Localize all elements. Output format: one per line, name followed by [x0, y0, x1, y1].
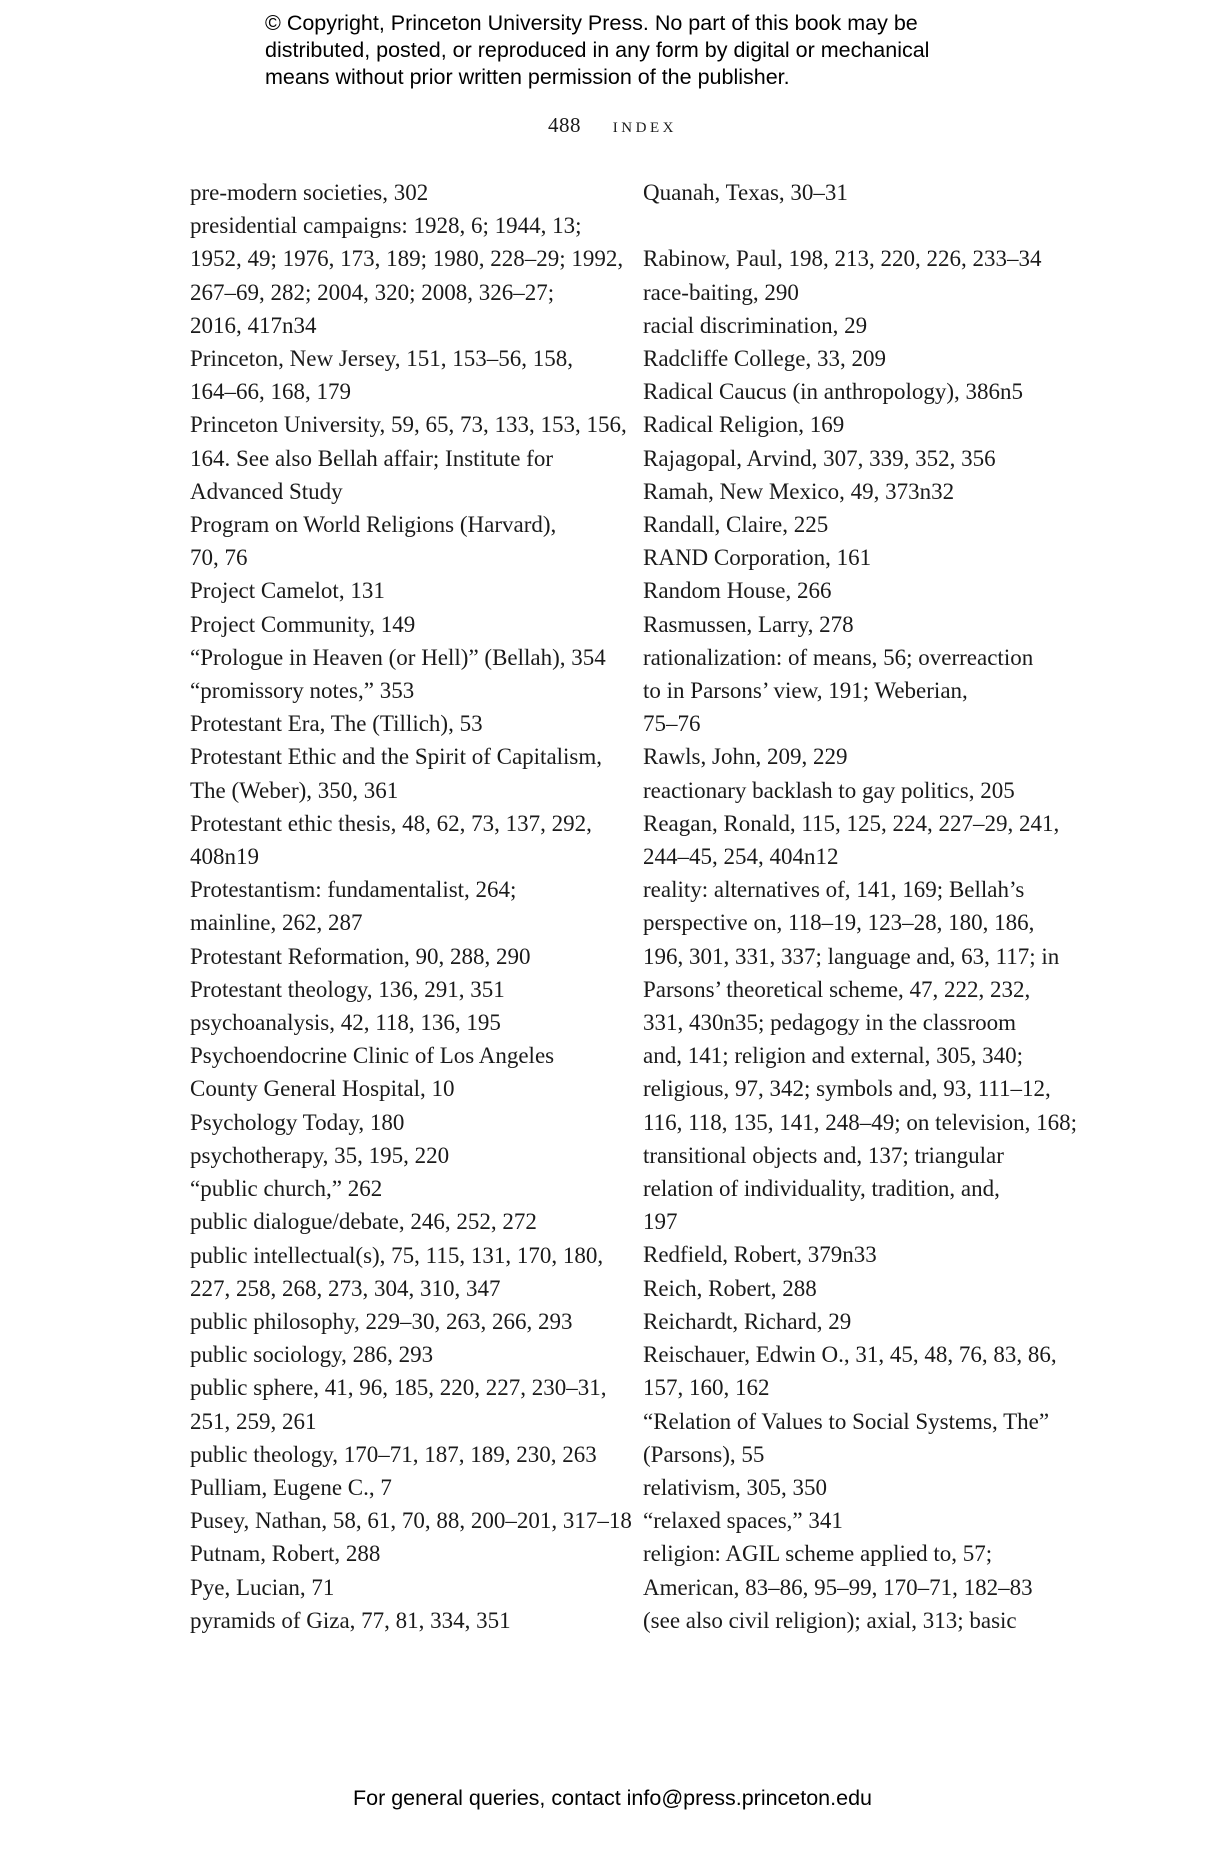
running-head: [0, 113, 1225, 138]
copyright-line: distributed, posted, or reproduced in any form by digital or mechanical: [265, 38, 930, 62]
index-entry: [190, 1106, 610, 1139]
index-entry-line: “relaxed spaces,” 341: [643, 1508, 843, 1534]
index-entry-line: 196, 301, 331, 337; language and, 63, 117; in: [643, 943, 1060, 969]
index-entry: [190, 940, 610, 973]
index-entry-line: relation of individuality, tradition, and,: [643, 1176, 1000, 1202]
index-entry-line: Radical Religion, 169: [643, 412, 845, 438]
index-entry: [190, 408, 627, 508]
index-entry-line: Rabinow, Paul, 198, 213, 220, 226, 233–34: [643, 246, 1042, 272]
index-entry: [190, 1537, 610, 1570]
index-entry-line: reactionary backlash to gay politics, 205: [643, 777, 1015, 803]
index-entry: [643, 1238, 1073, 1271]
index-entry-line: public intellectual(s), 75, 115, 131, 170, 180,: [190, 1242, 604, 1268]
index-entry-line: Princeton University, 59, 65, 73, 133, 153, 156,: [190, 412, 627, 438]
index-entry-line: Quanah, Texas, 30–31: [643, 180, 848, 205]
index-entry-line: relativism, 305, 350: [643, 1474, 827, 1500]
index-entry: [190, 1305, 610, 1338]
index-entry: [190, 176, 610, 209]
section-title: index: [612, 113, 677, 137]
index-entry: [190, 1039, 610, 1105]
index-entry-line: pre-modern societies, 302: [190, 180, 429, 205]
index-entry-line: (see also civil religion); axial, 313; basic: [643, 1607, 1017, 1633]
index-entry-line: 70, 76: [190, 545, 248, 571]
index-entry-line: public sociology, 286, 293: [190, 1342, 434, 1368]
index-entry-line: 157, 160, 162: [643, 1375, 770, 1401]
index-entry: [643, 541, 1073, 574]
index-entry: [190, 1438, 610, 1471]
index-entry-line: psychotherapy, 35, 195, 220: [190, 1142, 450, 1168]
index-column-left: [190, 176, 632, 1637]
index-entry-line: Radical Caucus (in anthropology), 386n5: [643, 379, 1024, 405]
index-entry: [643, 740, 1073, 773]
index-entry-line: 164–66, 168, 179: [190, 379, 351, 405]
index-entry-line: perspective on, 118–19, 123–28, 180, 186,: [643, 910, 1035, 936]
index-entry: [643, 1272, 1073, 1305]
index-entry: [190, 574, 610, 607]
copyright-line: means without prior written permission of the publisher.: [265, 65, 790, 89]
index-entry: [190, 1338, 610, 1371]
index-entry: [190, 342, 610, 408]
index-entry-line: Rawls, John, 209, 229: [643, 744, 848, 770]
index-entry: [190, 1371, 610, 1437]
index-entry-line: Reagan, Ronald, 115, 125, 224, 227–29, 241,: [643, 810, 1060, 836]
index-entry: [643, 1537, 1073, 1637]
index-entry-line: religion: AGIL scheme applied to, 57;: [643, 1541, 993, 1567]
index-entry: [190, 1139, 610, 1172]
index-entry-line: 164. See also Bellah affair; Institute for: [190, 445, 554, 471]
index-entry: [643, 1338, 1073, 1404]
index-entry-line: Random House, 266: [643, 578, 832, 604]
index-entry-line: mainline, 262, 287: [190, 910, 363, 936]
index-entry: [190, 674, 610, 707]
index-entry-line: 244–45, 254, 404n12: [643, 844, 839, 870]
index-entry-line: rationalization: of means, 56; overreaction: [643, 644, 1034, 670]
index-entry: [190, 1571, 610, 1604]
index-entry-line: 2016, 417n34: [190, 312, 317, 338]
index-entry: [643, 608, 1073, 641]
index-entry-line: Project Camelot, 131: [190, 578, 385, 604]
index-entry: [190, 740, 610, 806]
index-entry-line: Psychology Today, 180: [190, 1109, 405, 1135]
index-entry-line: Radcliffe College, 33, 209: [643, 346, 886, 371]
index-entry: [190, 973, 610, 1006]
index-entry-line: and, 141; religion and external, 305, 340;: [643, 1043, 1024, 1069]
index-entry: [643, 442, 1073, 475]
index-entry-line: 116, 118, 135, 141, 248–49; on television, 168;: [643, 1109, 1078, 1135]
index-entry-line: Rasmussen, Larry, 278: [643, 611, 854, 637]
index-entry-line: Program on World Religions (Harvard),: [190, 512, 557, 538]
index-entry-line: 408n19: [190, 844, 259, 870]
index-entry-line: Reischauer, Edwin O., 31, 45, 48, 76, 83, 86,: [643, 1342, 1057, 1368]
index-entry: [643, 508, 1073, 541]
index-entry-line: “Prologue in Heaven (or Hell)” (Bellah), 354: [190, 644, 606, 670]
index-entry-line: Redfield, Robert, 379n33: [643, 1242, 877, 1268]
index-entry-line: Pulliam, Eugene C., 7: [190, 1474, 392, 1500]
page-number: 488: [548, 113, 582, 137]
index-entry-line: 197: [643, 1209, 678, 1235]
index-entry-line: 227, 258, 268, 273, 304, 310, 347: [190, 1275, 501, 1301]
index-entry: [190, 508, 610, 574]
copyright-notice: [265, 10, 1025, 91]
footer-contact: For general queries, contact info@press.princeton.edu: [352, 1786, 872, 1810]
index-entry: [190, 807, 610, 873]
index-entry-line: Ramah, New Mexico, 49, 373n32: [643, 478, 955, 504]
index-entry-line: reality: alternatives of, 141, 169; Bellah’s: [643, 877, 1025, 903]
index-entry: [643, 176, 1073, 209]
index-entry-line: Randall, Claire, 225: [643, 512, 829, 538]
index-entry: [643, 574, 1073, 607]
index-entry-line: psychoanalysis, 42, 118, 136, 195: [190, 1010, 501, 1036]
index-entry: [643, 276, 1073, 309]
index-entry-line: pyramids of Giza, 77, 81, 334, 351: [190, 1607, 511, 1633]
index-entry-line: Princeton, New Jersey, 151, 153–56, 158,: [190, 346, 574, 372]
index-entry: [190, 209, 624, 342]
index-entry: [190, 1006, 610, 1039]
index-entry: [643, 1305, 1073, 1338]
index-entry-line: public philosophy, 229–30, 263, 266, 293: [190, 1308, 573, 1334]
index-entry-line: public dialogue/debate, 246, 252, 272: [190, 1209, 537, 1235]
index-entry-line: to in Parsons’ view, 191; Weberian,: [643, 678, 968, 704]
index-entry-line: Parsons’ theoretical scheme, 47, 222, 232,: [643, 976, 1031, 1002]
index-entry-line: “public church,” 262: [190, 1176, 383, 1202]
index-entry-line: Putnam, Robert, 288: [190, 1541, 381, 1567]
index-entry-line: “promissory notes,” 353: [190, 678, 415, 704]
index-entry: [643, 375, 1073, 408]
index-entry-line: race-baiting, 290: [643, 279, 799, 305]
index-entry-line: Protestant Reformation, 90, 288, 290: [190, 943, 531, 969]
index-entry-line: Pye, Lucian, 71: [190, 1574, 335, 1600]
index-entry: [643, 1405, 1073, 1471]
index-entry: [643, 774, 1073, 807]
index-entry: [643, 408, 1073, 441]
index-entry-line: Advanced Study: [190, 478, 343, 504]
index-entry: [190, 1172, 610, 1205]
index-entry: [643, 873, 1078, 1238]
index-entry-line: (Parsons), 55: [643, 1441, 765, 1467]
index-entry-line: religious, 97, 342; symbols and, 93, 111–12,: [643, 1076, 1051, 1102]
index-entry-line: transitional objects and, 137; triangular: [643, 1142, 1004, 1168]
index-entry-line: Reichardt, Richard, 29: [643, 1308, 852, 1334]
index-entry: [643, 1504, 1073, 1537]
index-entry-line: Protestant Era, The (Tillich), 53: [190, 711, 483, 737]
index-entry-line: Protestant Ethic and the Spirit of Capitalism,: [190, 744, 603, 770]
index-entry: [190, 1205, 610, 1238]
index-entry-line: Protestantism: fundamentalist, 264;: [190, 877, 517, 903]
index-entry-line: Rajagopal, Arvind, 307, 339, 352, 356: [643, 445, 996, 471]
index-entry: [190, 707, 610, 740]
index-entry-line: public sphere, 41, 96, 185, 220, 227, 230–31,: [190, 1375, 607, 1401]
index-entry: [643, 475, 1073, 508]
index-entry-line: Reich, Robert, 288: [643, 1275, 817, 1301]
index-entry: [190, 1504, 632, 1537]
index-entry-line: RAND Corporation, 161: [643, 545, 872, 571]
index-entry-line: Pusey, Nathan, 58, 61, 70, 88, 200–201, 317–18: [190, 1508, 632, 1534]
index-entry: [643, 641, 1073, 741]
index-entry: [190, 608, 610, 641]
index-entry-line: 331, 430n35; pedagogy in the classroom: [643, 1010, 1017, 1036]
index-entry: [190, 1604, 610, 1637]
index-entry-line: “Relation of Values to Social Systems, The”: [643, 1408, 1050, 1434]
index-entry-line: County General Hospital, 10: [190, 1076, 455, 1102]
index-entry-line: Psychoendocrine Clinic of Los Angeles: [190, 1043, 555, 1069]
index-entry-line: Protestant theology, 136, 291, 351: [190, 976, 505, 1002]
index-entry-line: 267–69, 282; 2004, 320; 2008, 326–27;: [190, 279, 555, 305]
entry-gap: [643, 209, 1073, 242]
index-entry-line: 75–76: [643, 711, 701, 737]
index-entry-line: public theology, 170–71, 187, 189, 230, 263: [190, 1441, 597, 1467]
index-entry-line: 251, 259, 261: [190, 1408, 317, 1434]
index-entry-line: The (Weber), 350, 361: [190, 777, 399, 803]
index-entry: [643, 1471, 1073, 1504]
index-entry-line: presidential campaigns: 1928, 6; 1944, 13;: [190, 213, 582, 239]
copyright-line: © Copyright, Princeton University Press. No part of this book may be: [265, 11, 918, 35]
index-entry: [643, 242, 1073, 275]
index-entry-line: Protestant ethic thesis, 48, 62, 73, 137, 292,: [190, 810, 592, 836]
index-entry: [190, 873, 610, 939]
index-entry: [643, 342, 1073, 375]
index-column-right: [643, 176, 1078, 1637]
index-entry: [190, 1471, 610, 1504]
index-entry-line: 1952, 49; 1976, 173, 189; 1980, 228–29; 1992,: [190, 246, 624, 272]
index-entry: [643, 807, 1073, 873]
index-entry: [190, 641, 610, 674]
index-entry: [190, 1239, 610, 1305]
index-entry-line: Project Community, 149: [190, 611, 416, 637]
index-entry-line: American, 83–86, 95–99, 170–71, 182–83: [643, 1574, 1033, 1600]
index-entry: [643, 309, 1073, 342]
index-entry-line: racial discrimination, 29: [643, 312, 868, 338]
